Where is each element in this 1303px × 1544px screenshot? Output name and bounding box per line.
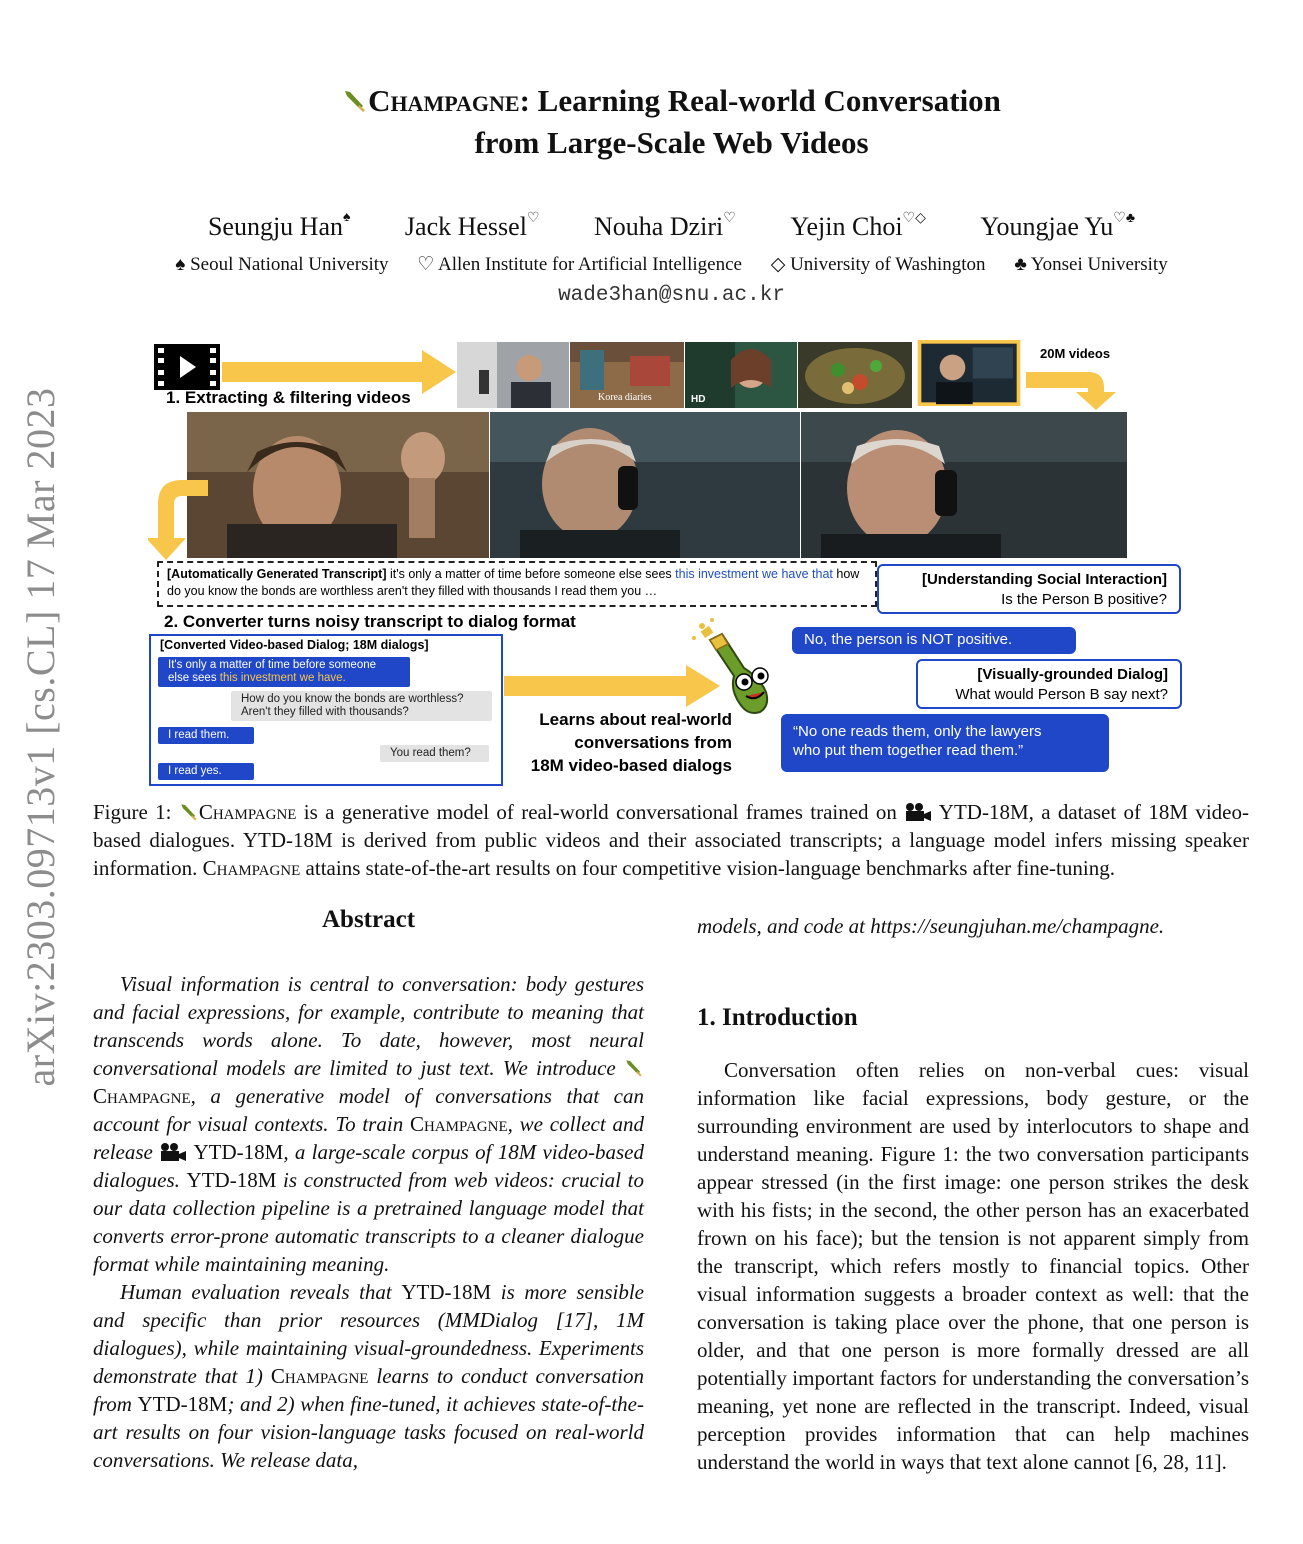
learns-label: Learns about real-world conversations from 18M video-based dialogs [530, 710, 732, 775]
transcript-label: [Automatically Generated Transcript] [167, 567, 387, 581]
figure-caption: Figure 1: Champagne is a generative model of real-world conversational frames trained on YTD-18M, a dataset of 18M video-based dialogues. YTD-18M is derived from public videos and their associated transcripts; a language model infers missing speaker information. Champagne attains state-of-the-art results on four competitive vision-language benchmarks after fine-tuning. [93, 800, 1249, 880]
video-thumbnail [685, 342, 797, 408]
transcript-highlight: this investment we have that [675, 567, 833, 581]
intro-paragraph: Conversation often relies on non-verbal cues: visual information like facial expressions, body gesture, or the surrounding environment are used by interlocutors to shape and understand meaning. Figure 1: the two conversation participants appear stressed (in the first image: one person strikes the desk with his fists; in the second, the other person has an exacerbated frown on his face); but the tension is not apparent simply from the transcript, which refers mostly to financial topics. Other visual information suggests a broader context as well: that the conversation is taking place over the phone, that one person is older, and that one person is more formally dressed are all potentially important factors for understanding the conversation’s meaning, yet none are reflected in the transcript. Indeed, visual perception provides information that can help machines understand the world in ways that text alone cannot [6, 28, 11]. [697, 1058, 1249, 1474]
question-bubble: [Visually-grounded Dialog] What would Person B say next? [916, 659, 1182, 709]
step-1-label: 1. Extracting & filtering videos [166, 388, 411, 407]
curved-arrow-down-icon [1026, 364, 1130, 410]
champagne-bottle-icon [624, 1058, 644, 1078]
author-list [0, 212, 1303, 242]
dialog-turn: It's only a matter of time before someone else sees this investment we have. [158, 657, 410, 687]
converted-dialog-box [149, 634, 503, 786]
affiliation: ♣ Yonsei University [1014, 254, 1168, 275]
author: Nouha Dziri♡ [594, 211, 736, 241]
answer-bubble: No, the person is NOT positive. [792, 627, 1076, 654]
section-heading: 1. Introduction [697, 1004, 858, 1031]
movie-camera-icon [159, 1142, 187, 1162]
movie-camera-icon [904, 802, 932, 822]
video-thumbnail-selected [913, 340, 1025, 406]
author: Youngjae Yu♡♣ [980, 211, 1136, 241]
abstract-continuation: models, and code at https://seungjuhan.me/champagne. [697, 914, 1165, 938]
curved-arrow-down-left-icon [148, 480, 210, 562]
dialog-turn: I read them. [158, 727, 254, 744]
affiliation: ◇ University of Washington [770, 254, 986, 275]
abstract-body [93, 970, 644, 1474]
videos-count-label: 20M videos [1040, 346, 1111, 361]
affiliation: ♡ Allen Institute for Artificial Intelligence [417, 254, 742, 275]
dialog-title: [Converted Video-based Dialog; 18M dialogs] [160, 638, 429, 652]
video-frame [801, 412, 1127, 558]
dialog-turn: How do you know the bonds are worthless? Aren't they filled with thousands? [231, 691, 492, 721]
video-thumbnail [570, 342, 684, 408]
question-bubble: [Understanding Social Interaction] Is the Person B positive? [877, 564, 1181, 614]
thumb-hd-badge: HD [691, 394, 706, 405]
transcript-text: it's only a matter of time before someone else sees [386, 567, 676, 581]
author: Jack Hessel♡ [404, 211, 540, 241]
video-thumbnail [798, 342, 912, 408]
dialog-turn: I read yes. [158, 763, 254, 780]
video-frame [187, 412, 489, 558]
dialog-turn: You read them? [380, 745, 489, 762]
title-line1: : Learning Real-world Conversation [519, 83, 1001, 118]
champagne-mascot-icon [688, 616, 784, 716]
author: Yejin Choi♡◇ [790, 211, 926, 241]
champagne-bottle-icon [179, 802, 199, 822]
thumb-caption: Korea diaries [598, 392, 652, 403]
film-strip-icon [154, 344, 220, 390]
abstract-paragraph: Human evaluation reveals that YTD-18M is more sensible and specific than prior resources (MMDialog [17], 1M dialogues), while maintaining visual-groundedness. Experiments demonstrate that 1) Champagne learns to conduct conversation from YTD-18M; and 2) when fine-tuned, it achieves state-of-the-art results on four vision-language tasks focused on real-world conversations. We release data, [93, 1280, 644, 1472]
arxiv-side-stamp: arXiv:2303.09713v1 [cs.CL] 17 Mar 2023 [18, 387, 63, 1087]
answer-bubble: “No one reads them, only the lawyers who put them together read them.” [781, 714, 1109, 772]
video-thumbnail [457, 342, 569, 408]
abstract-heading: Abstract [321, 906, 416, 933]
affiliation: ♠ Seoul National University [175, 254, 389, 275]
paper-title [0, 80, 1303, 164]
contact-email[interactable]: wade3han@snu.ac.kr [558, 284, 785, 307]
video-frame [490, 412, 800, 558]
champagne-bottle-icon [342, 88, 368, 114]
title-line2: from Large-Scale Web Videos [474, 125, 869, 160]
transcript-text: how do you know the bonds are worthless aren't they filled with thousands I read them you … [167, 567, 860, 598]
affiliation-list [0, 253, 1303, 276]
abstract-paragraph: Visual information is central to conversation: body gestures and facial expressions, for example, contribute to meaning that transcends words alone. To date, however, most neural conversational models are limited to just text. We introduce Champagne, a generative model of conversations that can account for visual contexts. To train Champagne, we collect and release YTD-18M, a large-scale corpus of 18M video-based dialogues. YTD-18M is constructed from web videos: crucial to our data collection pipeline is a pretrained language model that converts error-prone automatic transcripts to a cleaner dialogue format while maintaining meaning. [93, 972, 645, 1276]
transcript-box [157, 561, 877, 607]
author: Seungju Han♠ [207, 210, 351, 241]
step-2-label: 2. Converter turns noisy transcript to dialog format [164, 612, 576, 631]
title-name: Champagne [368, 83, 520, 118]
figure-1 [140, 340, 1200, 790]
